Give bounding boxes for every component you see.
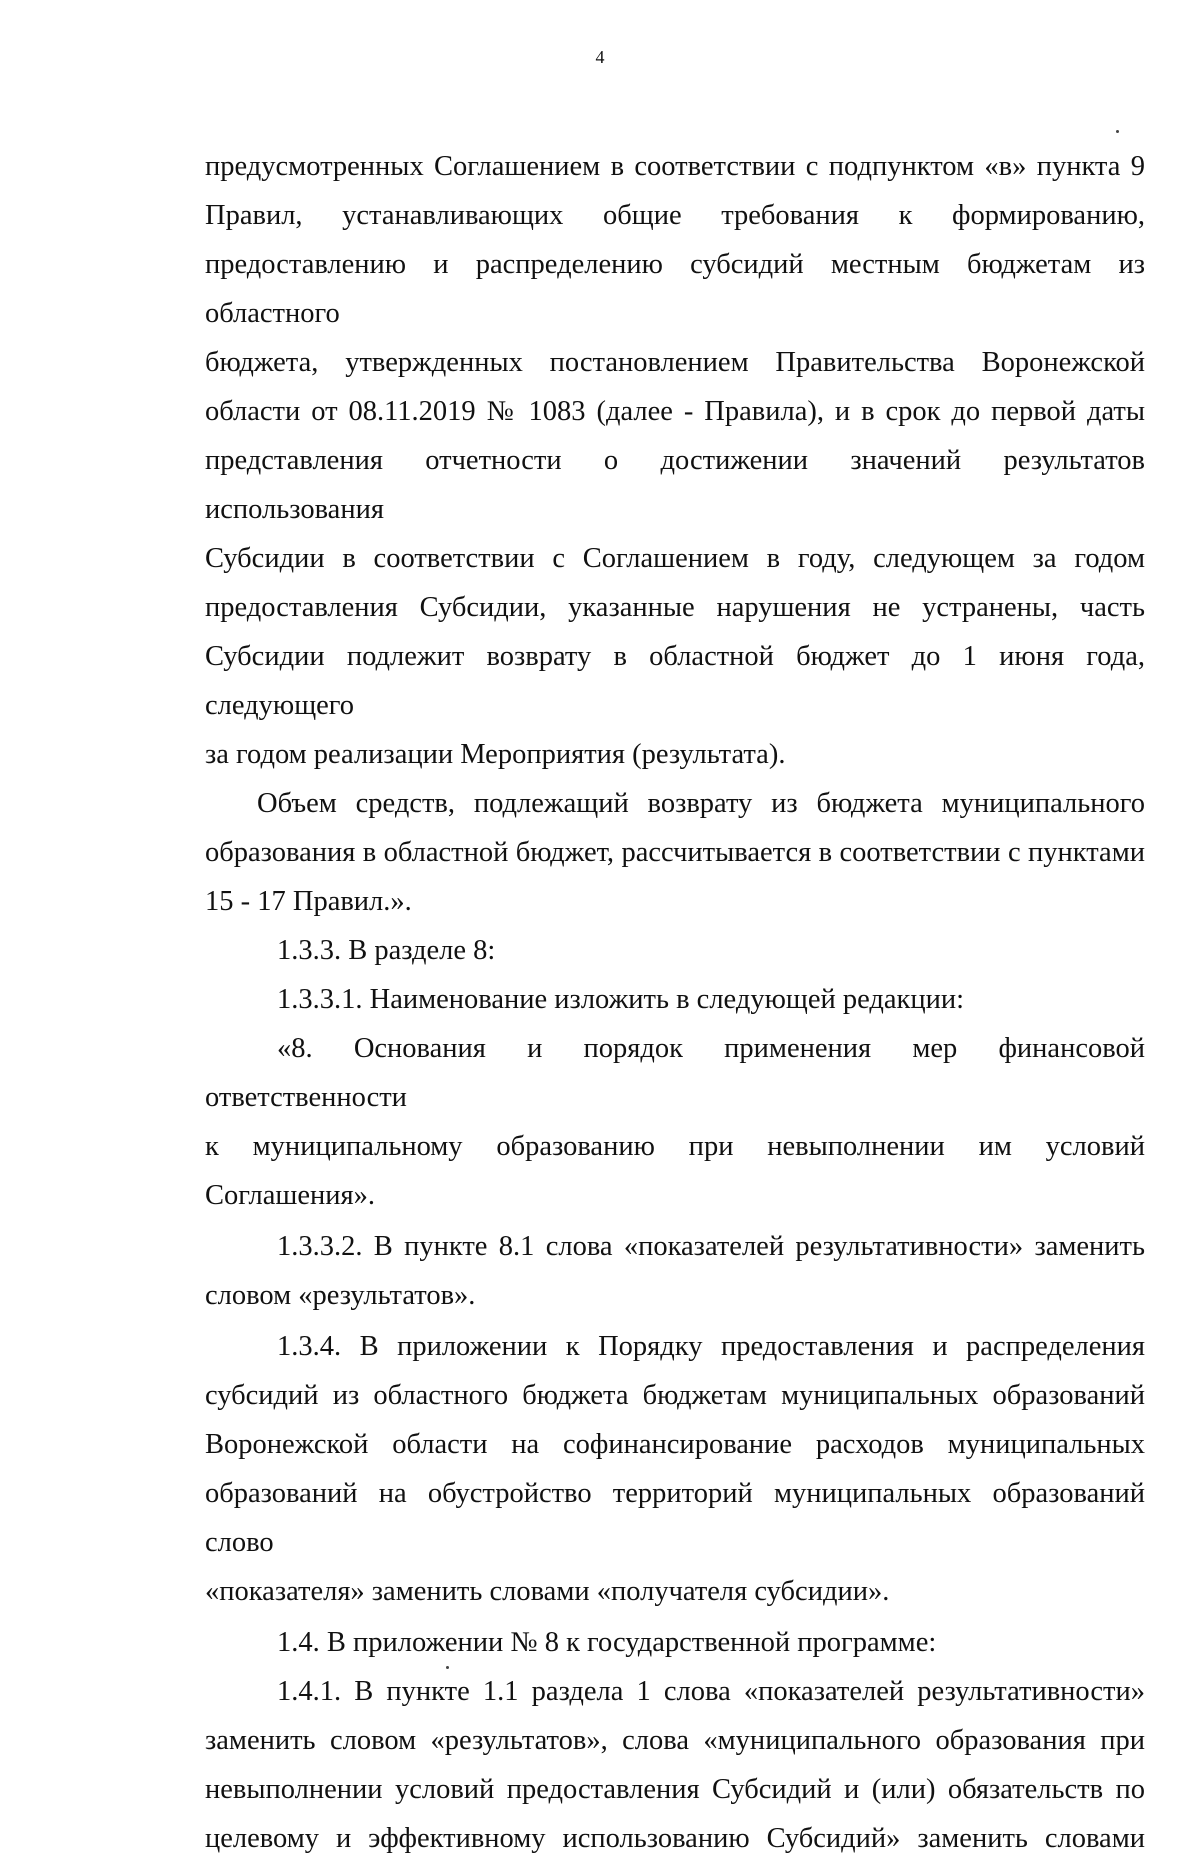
paragraph-line: образования в областной бюджет, рассчитывается в соответствии с пунктами bbox=[205, 837, 1145, 868]
document-body bbox=[205, 142, 1145, 1863]
paragraph-line: Объем средств, подлежащий возврату из бюджета муниципального bbox=[257, 788, 1145, 819]
paragraph-line: Субсидии подлежит возврату в областной бюджет до 1 июня года, следующего bbox=[205, 641, 1145, 721]
paragraph-line: 1.3.3.1. Наименование изложить в следующей редакции: bbox=[277, 984, 965, 1015]
paragraph-line: «8. Основания и порядок применения мер финансовой ответственности bbox=[205, 1033, 1145, 1113]
paragraph-line: субсидий из областного бюджета бюджетам муниципальных образований bbox=[205, 1380, 1145, 1411]
paragraph-line: Правил, устанавливающих общие требования к формированию, bbox=[205, 200, 1145, 231]
paragraph-line: предусмотренных Соглашением в соответствии с подпунктом «в» пункта 9 bbox=[205, 151, 1145, 182]
paragraph-line: 1.4. В приложении № 8 к государственной программе: bbox=[277, 1627, 937, 1658]
paragraph-line: целевому и эффективному использованию Субсидий» заменить словами bbox=[205, 1823, 1145, 1854]
paragraph-line: области от 08.11.2019 № 1083 (далее - Правила), и в срок до первой даты bbox=[205, 396, 1145, 427]
paragraph-line: 1.4.1. В пункте 1.1 раздела 1 слова «показателей результативности» bbox=[277, 1676, 1145, 1707]
paragraph-line: образований на обустройство территорий муниципальных образований слово bbox=[205, 1478, 1145, 1558]
paragraph-line: бюджета, утвержденных постановлением Правительства Воронежской bbox=[205, 347, 1145, 378]
paragraph-line: за годом реализации Мероприятия (результата). bbox=[205, 739, 786, 770]
paragraph-line: Воронежской области на софинансирование расходов муниципальных bbox=[205, 1429, 1145, 1460]
paragraph-line: к муниципальному образованию при невыполнении им условий Соглашения». bbox=[205, 1131, 1145, 1211]
scan-speck bbox=[1116, 130, 1119, 133]
paragraph-line: словом «результатов». bbox=[205, 1280, 476, 1311]
paragraph-line: 15 - 17 Правил.». bbox=[205, 886, 412, 917]
paragraph-line: Субсидии в соответствии с Соглашением в году, следующем за годом bbox=[205, 543, 1145, 574]
paragraph-line: 1.3.4. В приложении к Порядку предоставления и распределения bbox=[277, 1331, 1145, 1362]
paragraph-line: представления отчетности о достижении значений результатов использования bbox=[205, 445, 1145, 525]
paragraph-line: «показателя» заменить словами «получателя субсидии». bbox=[205, 1576, 890, 1607]
paragraph-line: 1.3.3.2. В пункте 8.1 слова «показателей результативности» заменить bbox=[277, 1231, 1145, 1262]
paragraph-line: невыполнении условий предоставления Субсидий и (или) обязательств по bbox=[205, 1774, 1145, 1805]
paragraph-line: предоставления Субсидии, указанные нарушения не устранены, часть bbox=[205, 592, 1145, 623]
page-number: 4 bbox=[595, 47, 605, 67]
paragraph-line: заменить словом «результатов», слова «муниципального образования при bbox=[205, 1725, 1145, 1756]
paragraph-line: 1.3.3. В разделе 8: bbox=[277, 935, 496, 966]
paragraph-line: предоставлению и распределению субсидий местным бюджетам из областного bbox=[205, 249, 1145, 329]
